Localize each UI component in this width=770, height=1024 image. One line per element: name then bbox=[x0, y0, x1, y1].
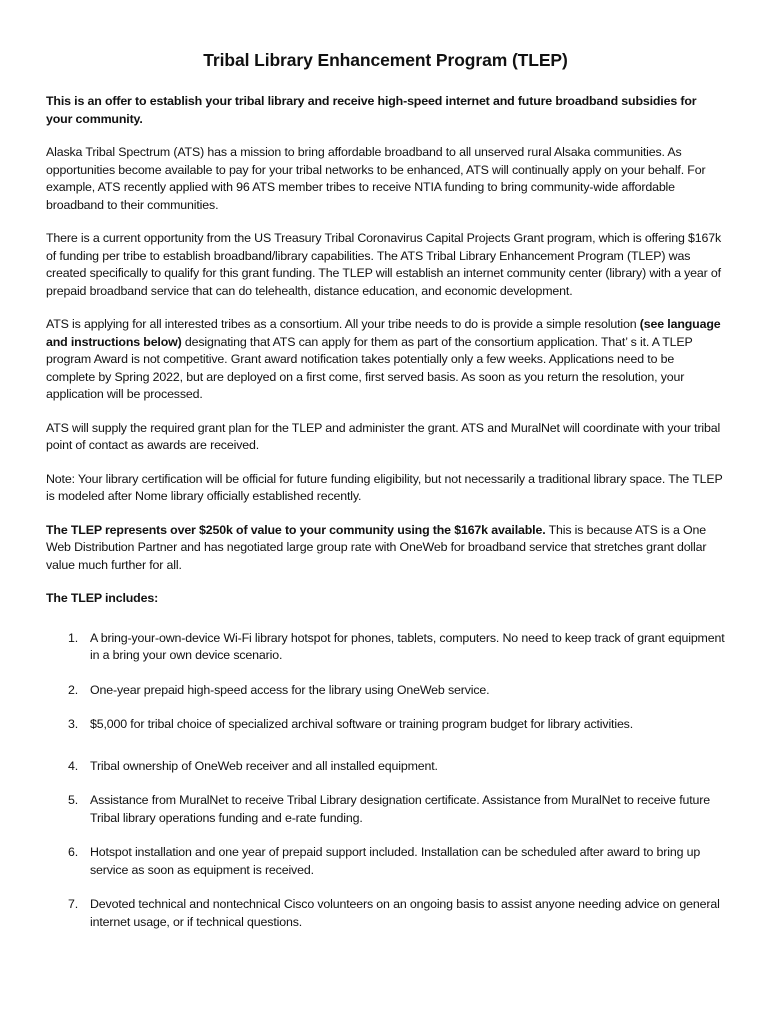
mission-paragraph: Alaska Tribal Spectrum (ATS) has a mission to bring affordable broadband to all unserved rural Alsaka communities. As opportunities become available to pay for your tribal networks to be enhanced, ATS will continually apply on your behalf. For example, ATS recently applied with 96 ATS member tribes to receive NTIA funding to bring community-wide affordable broadband to their communities. bbox=[46, 145, 706, 212]
list-item: 6. Hotspot installation and one year of prepaid support included. Installation can be scheduled after award to bring up service as soon as equipment is received. bbox=[68, 845, 701, 877]
consortium-paragraph bbox=[46, 316, 725, 404]
opportunity-paragraph: There is a current opportunity from the US Treasury Tribal Coronavirus Capital Projects Grant program, which is offering $167k of funding per tribe to establish broadband/library capabilities. The ATS Tribal Library Enhancement Program (TLEP) was created specifically to qualify for this grant funding. The TLEP will establish an internet community center (library) with a year of prepaid broadband service that can do telehealth, distance education, and economic development. bbox=[46, 231, 722, 298]
intro-paragraph: This is an offer to establish your tribal library and receive high-speed internet and future broadband subsidies for your community. bbox=[46, 94, 697, 126]
value-bold-text: The TLEP represents over $250k of value to your community using the $167k available. bbox=[46, 522, 546, 537]
consortium-text-b: designating that ATS can apply for them as part of the consortium application. That’ s it. A TLEP program Award is not competitive. Grant award notification takes potentially only a few weeks. Applications need to be complete by Spring 2022, but are deployed on a first come, first served basis. As soon as you return the resolution, your application will be processed. bbox=[46, 334, 693, 401]
list-item: 3. $5,000 for tribal choice of specialized archival software or training program budget for library activities. bbox=[68, 717, 634, 731]
grant-plan-paragraph: ATS will supply the required grant plan for the TLEP and administer the grant. ATS and MuralNet will coordinate with your tribal point of contact as awards are received. bbox=[46, 420, 721, 452]
note-paragraph: Note: Your library certification will be official for future funding eligibility, but not necessarily a traditional library space. The TLEP is modeled after Nome library officially established recently. bbox=[46, 471, 723, 503]
includes-list bbox=[46, 630, 725, 932]
page-title: Tribal Library Enhancement Program (TLEP) bbox=[203, 50, 568, 70]
consortium-bold-note: (see language and instructions below) bbox=[46, 317, 721, 349]
list-item: 7. Devoted technical and nontechnical Cisco volunteers on an ongoing basis to assist anyone needing advice on general internet usage, or if technical questions. bbox=[68, 897, 720, 929]
list-item: 1. A bring-your-own-device Wi-Fi library hotspot for phones, tablets, computers. No need to keep track of grant equipment in a bring your own device scenario. bbox=[68, 630, 725, 662]
list-item: 4. Tribal ownership of OneWeb receiver and all installed equipment. bbox=[68, 758, 438, 773]
value-paragraph bbox=[46, 522, 725, 575]
consortium-text-a: ATS is applying for all interested tribes as a consortium. All your tribe needs to do is provide a simple resolution bbox=[46, 317, 640, 331]
list-item: 2. One-year prepaid high-speed access for the library using OneWeb service. bbox=[68, 682, 490, 697]
list-item: 5. Assistance from MuralNet to receive Tribal Library designation certificate. Assistance from MuralNet to receive future Tribal library operations funding and e-rate funding. bbox=[68, 793, 710, 825]
includes-heading: The TLEP includes: bbox=[46, 591, 159, 605]
value-rest-text: This is because ATS is a One Web Distribution Partner and has negotiated large group rate with OneWeb for broadband service that stretches grant dollar value much further for all. bbox=[46, 522, 707, 572]
